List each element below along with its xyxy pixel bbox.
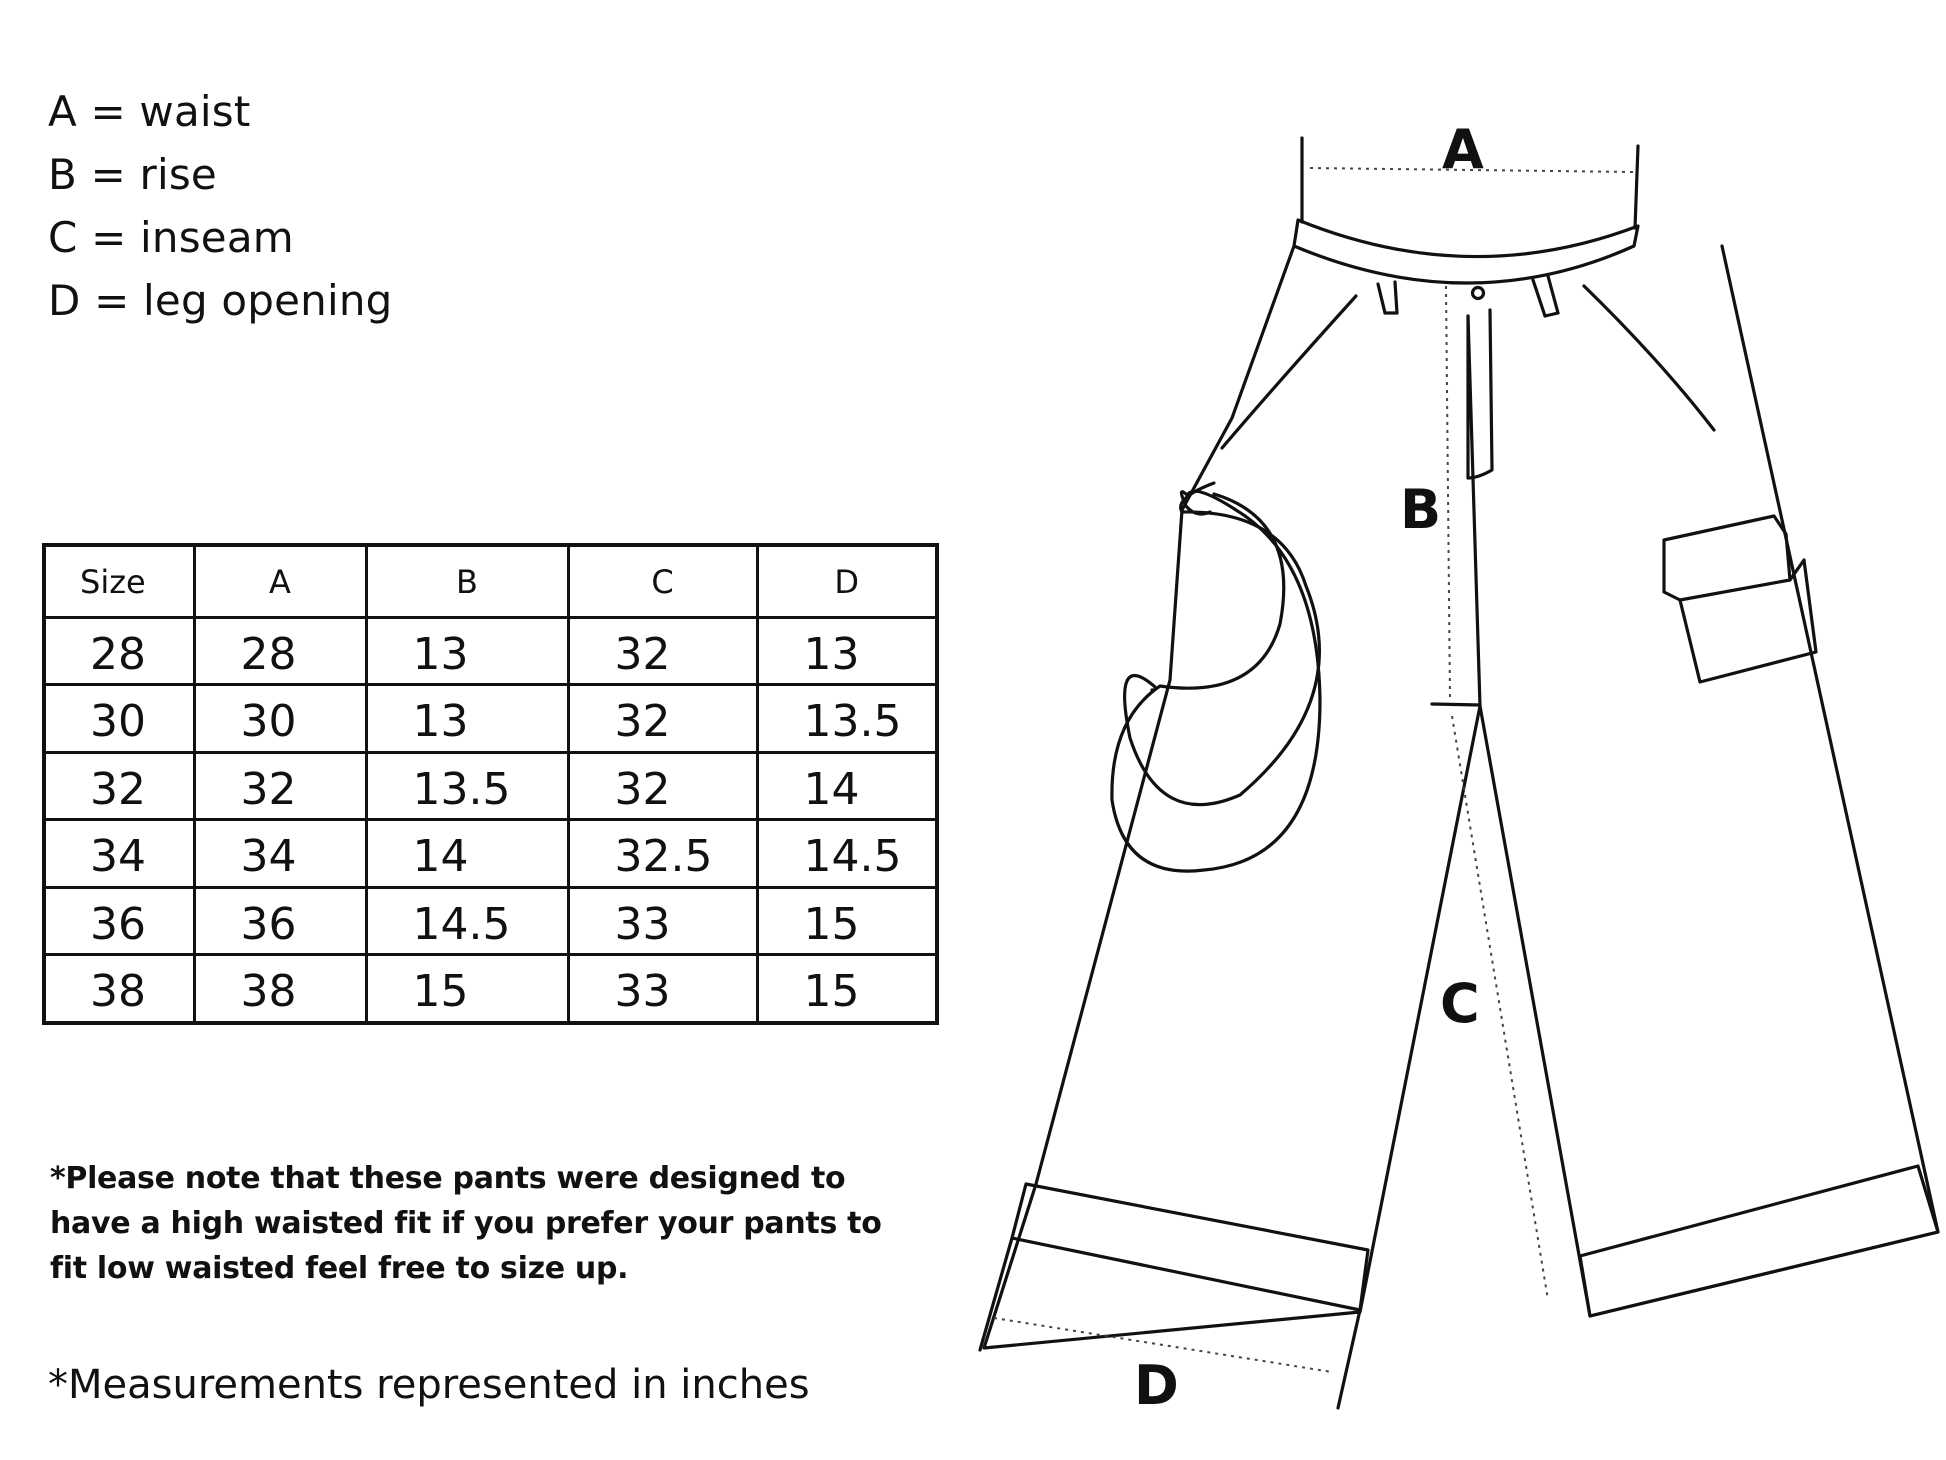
measurement-cell: 32	[568, 752, 757, 819]
units-note: *Measurements represented in inches	[48, 1362, 810, 1408]
measurement-cell: 14.5	[366, 887, 568, 954]
crotch-seam	[1432, 704, 1480, 705]
belt-loop-right-2	[1548, 276, 1558, 313]
measurement-cell: 32.5	[568, 820, 757, 887]
measurement-cell: 30	[194, 685, 366, 752]
waist-button-icon	[1473, 288, 1484, 299]
size-cell: 34	[44, 820, 194, 887]
rise-measure-line	[1446, 286, 1450, 700]
measurement-cell: 38	[194, 955, 366, 1023]
legend-item-rise: B = rise	[48, 150, 217, 199]
measurement-cell: 15	[757, 955, 937, 1023]
measurement-cell: 14	[366, 820, 568, 887]
size-cell: 32	[44, 752, 194, 819]
measurement-cell: 13	[366, 618, 568, 685]
measurement-cell: 33	[568, 887, 757, 954]
label-leg-opening: D	[1134, 1354, 1179, 1417]
measurement-cell: 13.5	[757, 685, 937, 752]
header-c: C	[568, 545, 757, 618]
measurement-cell: 32	[194, 752, 366, 819]
leg-guide-left	[980, 1238, 1012, 1350]
measurement-cell: 14.5	[757, 820, 937, 887]
cargo-pocket-left-shape	[1112, 491, 1320, 871]
cargo-pocket-right	[1664, 516, 1790, 600]
header-size: Size	[44, 545, 194, 618]
header-b: B	[366, 545, 568, 618]
measurement-cell: 34	[194, 820, 366, 887]
belt-loop-left	[1378, 284, 1385, 313]
leg-guide-right	[1338, 1310, 1360, 1408]
waistband	[1294, 220, 1638, 283]
front-pocket-right	[1584, 286, 1714, 430]
measurement-cell: 13	[757, 618, 937, 685]
measurement-cell: 33	[568, 955, 757, 1023]
measurement-cell: 13.5	[366, 752, 568, 819]
size-cell: 36	[44, 887, 194, 954]
pants-outline	[984, 246, 1938, 1348]
belt-loop-right-3	[1545, 313, 1558, 316]
legend-item-inseam: C = inseam	[48, 213, 294, 262]
cuff-left	[1012, 1184, 1368, 1310]
measurement-cell: 15	[366, 955, 568, 1023]
belt-loop-right	[1533, 280, 1545, 316]
label-waist: A	[1442, 118, 1484, 181]
label-rise: B	[1400, 478, 1442, 541]
label-inseam: C	[1440, 972, 1480, 1035]
header-d: D	[757, 545, 937, 618]
size-cell: 38	[44, 955, 194, 1023]
measurement-cell: 15	[757, 887, 937, 954]
waist-guide-right	[1635, 146, 1638, 228]
measurement-cell: 32	[568, 618, 757, 685]
measurement-cell: 13	[366, 685, 568, 752]
legend-item-leg-opening: D = leg opening	[48, 276, 393, 325]
legend-item-waist: A = waist	[48, 87, 251, 136]
measurement-cell: 36	[194, 887, 366, 954]
measurement-cell: 28	[194, 618, 366, 685]
belt-loop-left-2	[1395, 282, 1397, 313]
cargo-pocket-left	[1125, 483, 1320, 805]
size-cell: 28	[44, 618, 194, 685]
header-a: A	[194, 545, 366, 618]
front-pocket-left	[1222, 296, 1356, 448]
fit-note: *Please note that these pants were designed to have a high waisted fit if you prefer your pants to fit low waisted feel free to size up.	[50, 1161, 882, 1286]
measurement-cell: 32	[568, 685, 757, 752]
measurement-cell: 14	[757, 752, 937, 819]
cuff-right	[1580, 1166, 1938, 1316]
size-cell: 30	[44, 685, 194, 752]
center-seam	[1468, 316, 1480, 706]
